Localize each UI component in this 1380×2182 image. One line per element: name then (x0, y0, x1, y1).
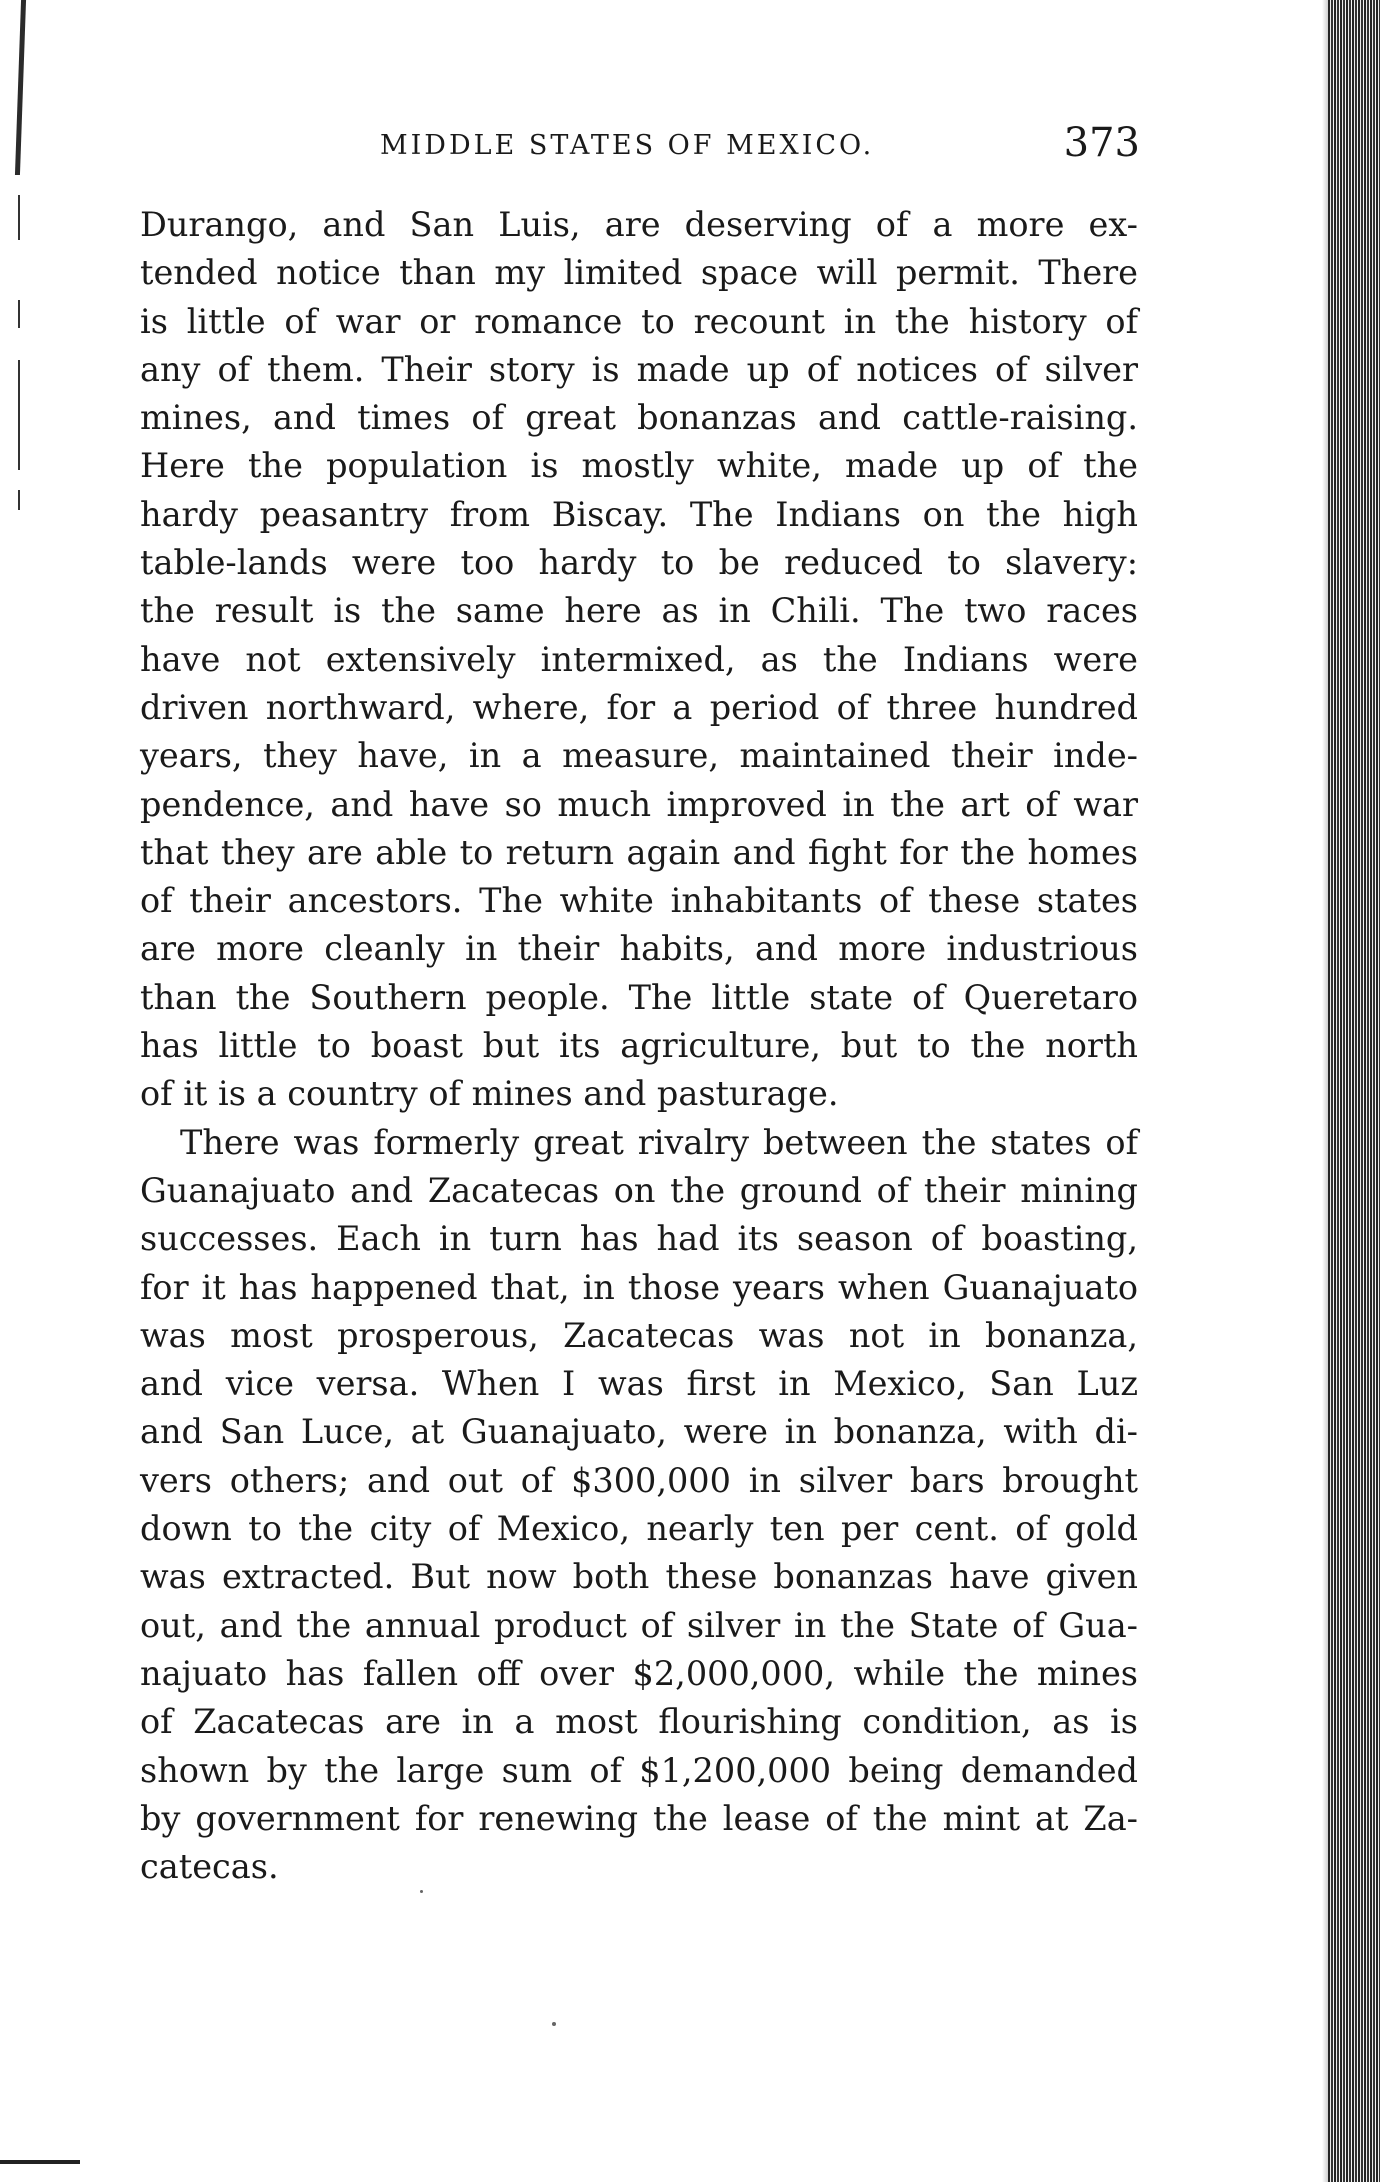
text-line: hardy peasantry from Biscay. The Indians on the high (140, 494, 1138, 534)
text-line: by government for renewing the lease of the mint at Za- (140, 1798, 1138, 1838)
scan-edge-mark (18, 360, 20, 470)
scan-speck (552, 2022, 556, 2026)
text-line: vers others; and out of $300,000 in silver bars brought (140, 1460, 1138, 1500)
text-line: Durango, and San Luis, are deserving of a more ex- (140, 205, 1138, 244)
text-line: for it has happened that, in those years when Guanajuato (140, 1267, 1138, 1307)
running-title: MIDDLE STATES OF MEXICO. (380, 130, 875, 161)
text-line: out, and the annual product of silver in the State of Gua- (140, 1605, 1138, 1645)
text-line: table-lands were too hardy to be reduced to slavery: (140, 543, 1138, 583)
text-line: has little to boast but its agriculture, but to the north (140, 1026, 1138, 1066)
text-line: and San Luce, at Guanajuato, were in bonanza, with di- (140, 1412, 1138, 1452)
text-line: and vice versa. When I was first in Mexico, San Luz (140, 1364, 1138, 1404)
scan-edge-mark (0, 2160, 80, 2164)
text-line: catecas. (140, 1847, 279, 1887)
text-line: of Zacatecas are in a most flourishing condition, as is (140, 1702, 1138, 1742)
scan-speck (420, 1890, 423, 1893)
text-line: the result is the same here as in Chili. The two races (140, 591, 1138, 631)
scan-edge-mark (15, 0, 26, 175)
text-line: shown by the large sum of $1,200,000 being demanded (140, 1750, 1138, 1790)
page-binding (1328, 0, 1380, 2182)
text-line: that they are able to return again and fight for the homes (140, 832, 1138, 872)
scan-edge-mark (18, 195, 20, 240)
text-line: have not extensively intermixed, as the Indians were (140, 639, 1138, 679)
text-line: mines, and times of great bonanzas and cattle-raising. (140, 398, 1138, 438)
text-line: There was formerly great rivalry between the states of (180, 1122, 1138, 1162)
text-line: any of them. Their story is made up of notices of silver (140, 349, 1138, 389)
scan-edge-mark (18, 490, 20, 510)
text-line: was extracted. But now both these bonanzas have given (140, 1557, 1138, 1597)
text-line: than the Southern people. The little state of Queretaro (140, 977, 1138, 1017)
text-line: tended notice than my limited space will permit. There (140, 253, 1138, 293)
text-line: is little of war or romance to recount in the history of (140, 301, 1138, 341)
text-line: successes. Each in turn has had its season of boasting, (140, 1219, 1138, 1259)
text-line: Guanajuato and Zacatecas on the ground of their mining (140, 1170, 1138, 1210)
body-text (140, 201, 1138, 1891)
text-line: was most prosperous, Zacatecas was not in bonanza, (140, 1315, 1138, 1355)
scan-edge-mark (18, 300, 20, 328)
text-line: najuato has fallen off over $2,000,000, while the mines (140, 1653, 1138, 1693)
text-line: pendence, and have so much improved in the art of war (140, 784, 1138, 824)
page-number: 373 (1063, 120, 1140, 166)
text-line: driven northward, where, for a period of three hundred (140, 687, 1138, 727)
text-line: Here the population is mostly white, made up of the (140, 446, 1138, 486)
text-line: are more cleanly in their habits, and more industrious (140, 929, 1138, 969)
running-head (140, 120, 1140, 170)
text-line: of their ancestors. The white inhabitants of these states (140, 881, 1138, 921)
text-line: years, they have, in a measure, maintained their inde- (140, 736, 1138, 776)
text-line: of it is a country of mines and pasturage. (140, 1074, 839, 1114)
text-line: down to the city of Mexico, nearly ten per cent. of gold (140, 1509, 1138, 1549)
